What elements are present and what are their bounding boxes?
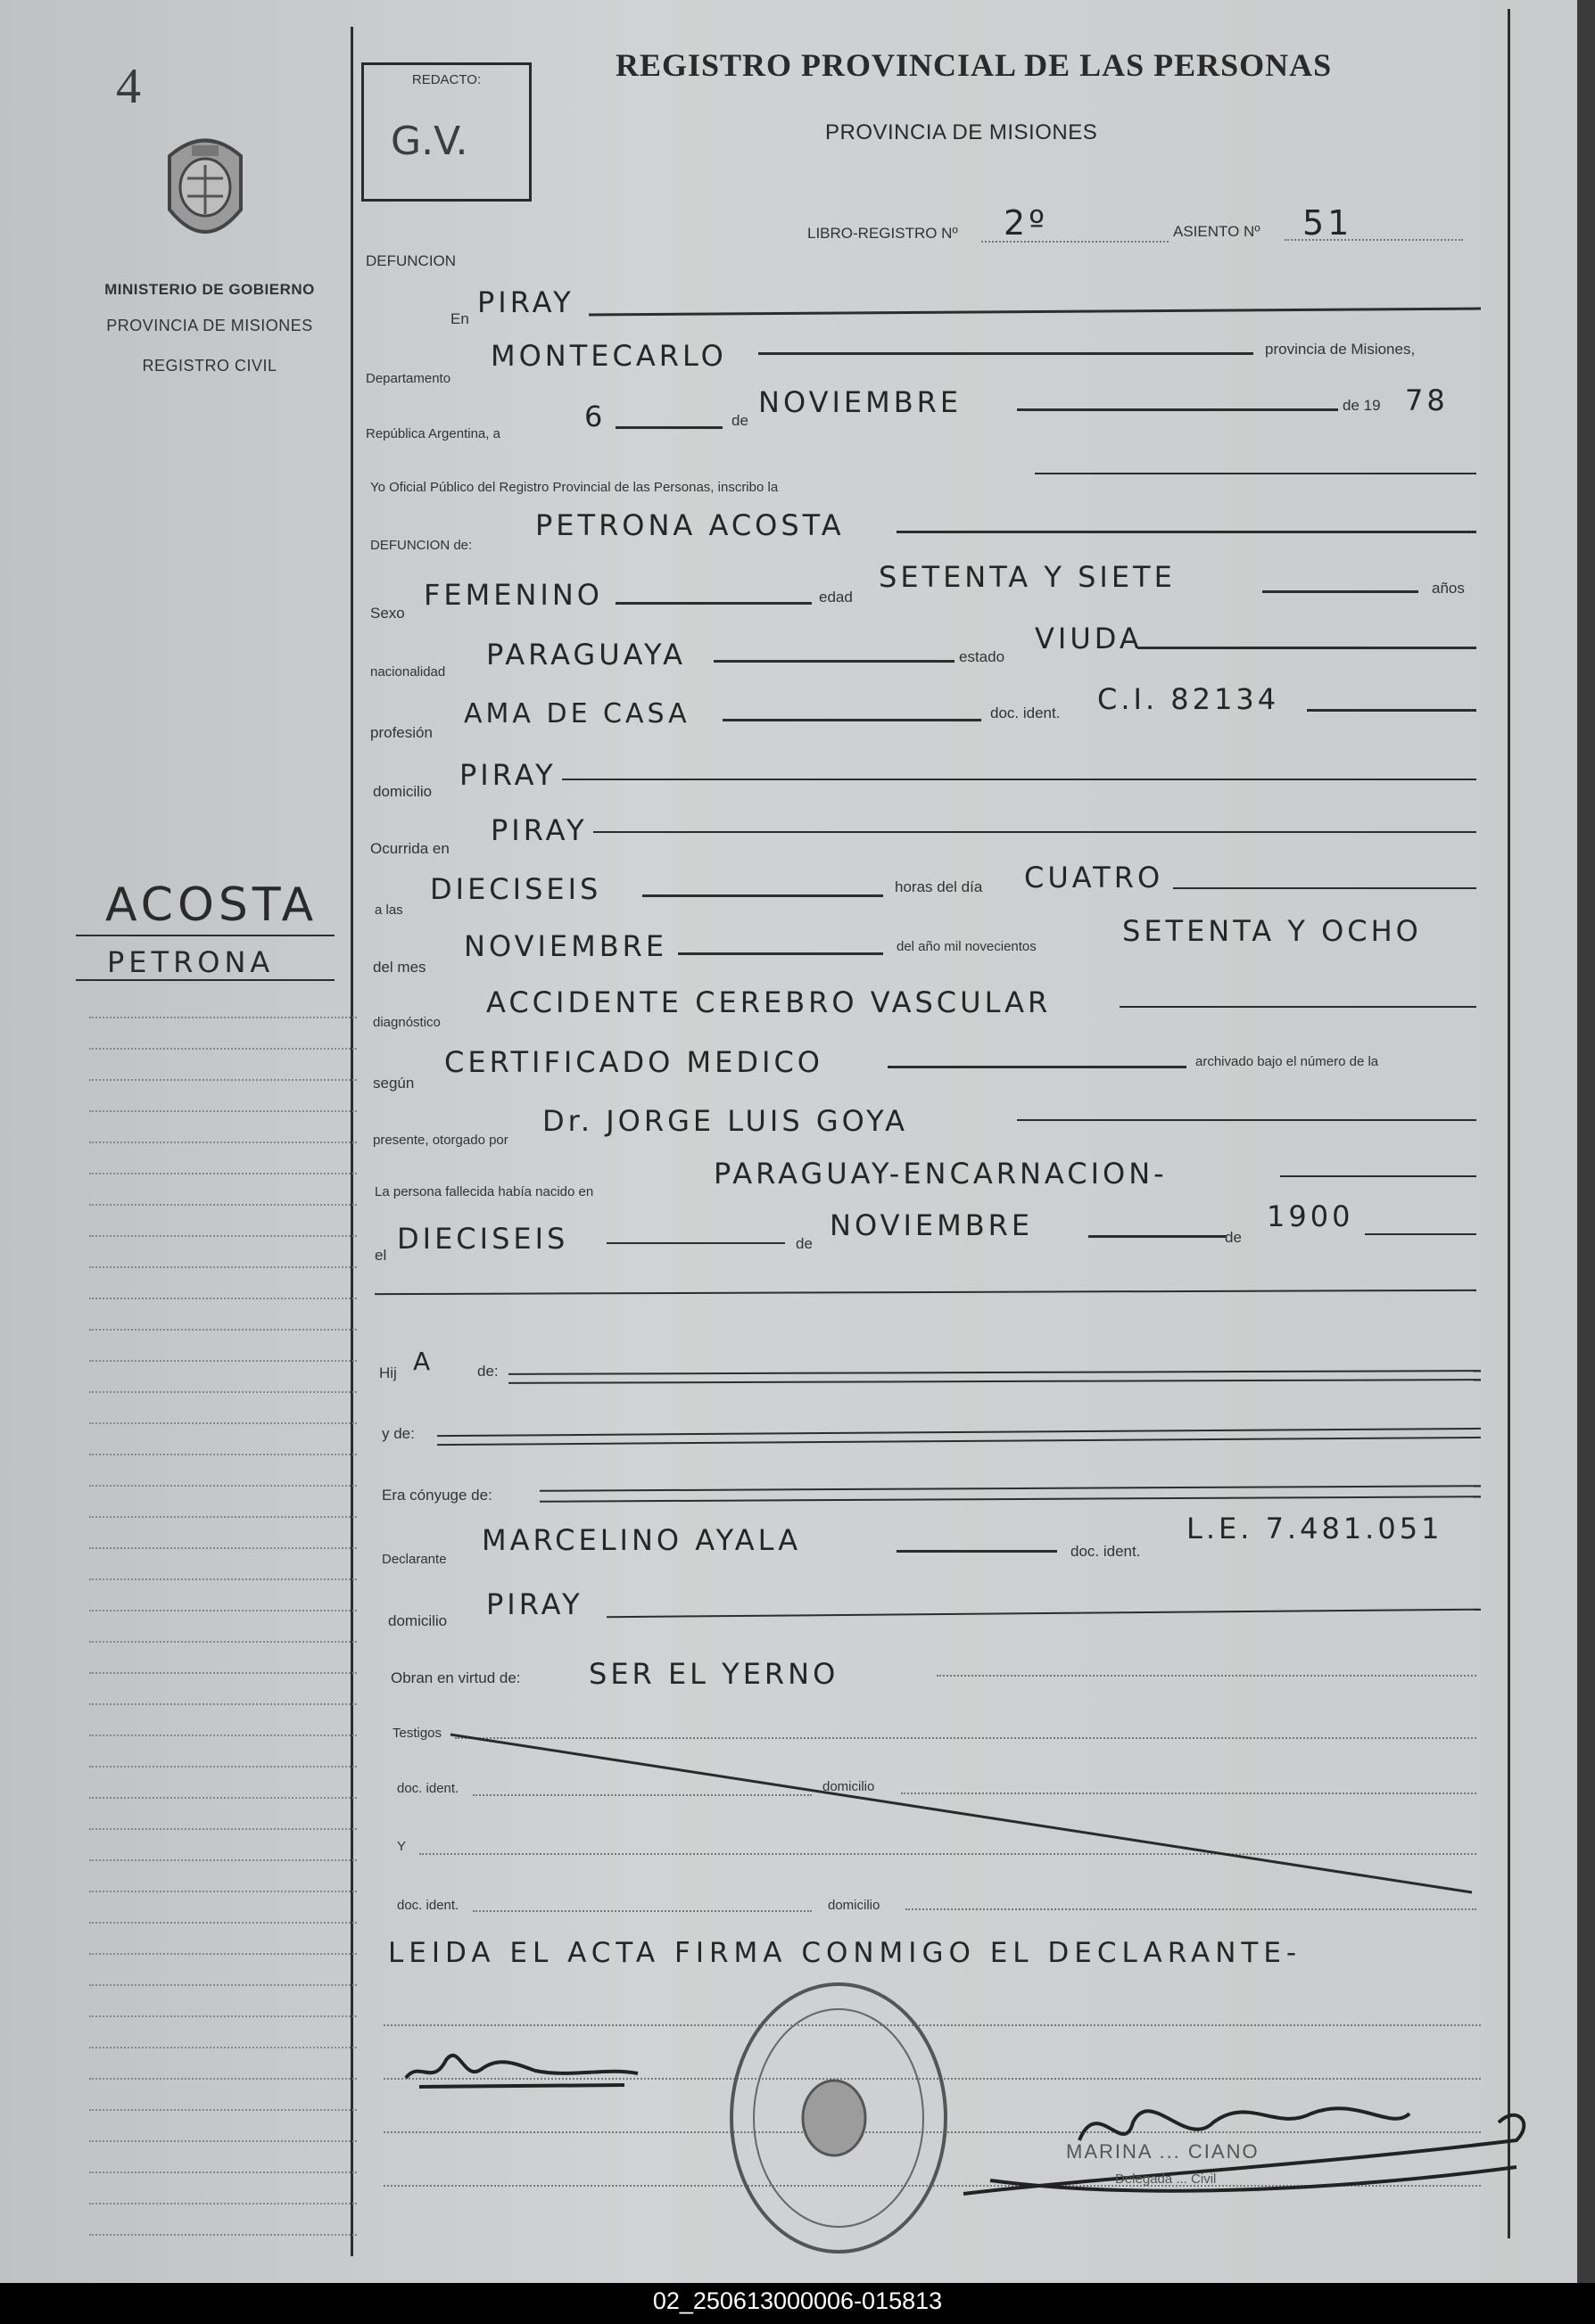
domicilio-decl-label: domicilio [388,1612,448,1629]
hora-label2: horas del día [895,878,983,895]
testigo2-y-label: Y [397,1839,407,1854]
official-stamp-name: MARINA ... CIANO [1066,2140,1260,2163]
diagnostico-label: diagnóstico [373,1015,441,1030]
fecha-day: 6 [584,400,607,433]
testigo2-dom-label: domicilio [828,1898,880,1913]
nacido-label: La persona fallecida había nacido en [375,1184,594,1199]
sexo-value: FEMENINO [424,578,603,612]
hija-value: A [413,1347,434,1376]
diagnostico-value: ACCIDENTE CEREBRO VASCULAR [486,985,1052,1019]
segun-value: CERTIFICADO MEDICO [444,1045,823,1079]
ministry-line2: PROVINCIA DE MISIONES [106,317,313,334]
testigos-label: Testigos [393,1726,442,1741]
fecha-de2: de 19 [1343,397,1381,414]
oficial-text: Yo Oficial Público del Registro Provincial de las Personas, inscribo la [370,480,779,495]
declarante-doc-value: L.E. 7.481.051 [1186,1512,1443,1545]
nacionalidad-value: PARAGUAYA [486,638,686,672]
ministry-line3: REGISTRO CIVIL [142,357,277,375]
profesion-label: profesión [370,724,433,741]
fecha-year: 78 [1405,383,1449,417]
el-month: NOVIEMBRE [830,1208,1034,1242]
estado-value: VIUDA [1035,622,1143,655]
mes-value2: SETENTA Y OCHO [1122,914,1422,948]
presente-label: presente, otorgado por [373,1133,508,1148]
hija-de: de: [477,1363,499,1380]
asiento-label: ASIENTO Nº [1173,223,1260,240]
obran-value: SER EL YERNO [589,1657,839,1691]
testigo1-doc-label: doc. ident. [397,1781,459,1796]
page-number: 4 [116,59,141,114]
closing-text: LEIDA EL ACTA FIRMA CONMIGO EL DECLARANTE- [388,1937,1302,1969]
edad-label: edad [819,589,853,606]
el-de2: de [1225,1229,1242,1246]
departamento-label: Departamento [366,371,451,386]
mes-value: NOVIEMBRE [464,929,668,963]
segun-suffix: archivado bajo el número de la [1195,1054,1379,1069]
hora-label: a las [375,902,403,918]
ministry-line1: MINISTERIO DE GOBIERNO [104,281,315,298]
asiento-value: 51 [1302,203,1353,243]
presente-value: Dr. JORGE LUIS GOYA [542,1104,909,1138]
official-stamp-sub: Delegada ... Civil [1115,2172,1217,2187]
estado-label: estado [959,648,1005,665]
testigo2-doc-label: doc. ident. [397,1898,459,1913]
defuncion-de-value: PETRONA ACOSTA [535,508,845,542]
el-year: 1900 [1267,1199,1354,1233]
footer-document-id: 02_250613000006-015813 [652,2287,943,2314]
edad-suffix: años [1432,580,1465,597]
defuncion-header: DEFUNCION [366,252,457,269]
en-value: PIRAY [477,285,574,319]
conyuge-label: Era cónyuge de: [382,1487,492,1504]
edad-value: SETENTA Y SIETE [879,560,1176,594]
domicilio-label: domicilio [373,783,433,800]
mes-label2: del año mil novecientos [897,939,1037,954]
el-day: DIECISEIS [397,1222,569,1256]
declarante-doc-label: doc. ident. [1070,1543,1141,1560]
fecha-de1: de [731,412,748,429]
domicilio-value: PIRAY [459,758,557,792]
el-de1: de [796,1235,813,1252]
testigo1-dom-label: domicilio [822,1779,875,1794]
domicilio-decl-value: PIRAY [486,1587,583,1621]
redacto-label: REDACTO: [411,72,482,87]
doc-ident-value: C.I. 82134 [1097,682,1280,716]
segun-label: según [373,1075,415,1092]
nacido-value: PARAGUAY-ENCARNACION- [714,1157,1168,1191]
fecha-month: NOVIEMBRE [758,385,963,419]
official-seal [731,1984,946,2252]
en-label: En [450,310,469,327]
ocurrida-value: PIRAY [491,813,588,847]
hora-value: DIECISEIS [430,872,602,906]
sexo-label: Sexo [370,605,405,622]
testigos-strike-line [450,1735,1472,1892]
mes-label: del mes [373,959,426,976]
page-subtitle: PROVINCIA DE MISIONES [825,120,1098,144]
nacionalidad-label: nacionalidad [370,664,446,680]
margin-given-name: PETRONA [107,945,275,979]
libro-value: 2º [1004,203,1049,243]
page-title: REGISTRO PROVINCIAL DE LAS PERSONAS [616,47,1333,83]
departamento-suffix: provincia de Misiones, [1265,341,1416,358]
fecha-label: República Argentina, a [366,426,500,441]
profesion-value: AMA DE CASA [464,698,690,729]
defuncion-de-label: DEFUNCION de: [370,538,473,553]
el-label: el [375,1247,387,1264]
hora-value2: CUATRO [1024,861,1164,894]
libro-label: LIBRO-REGISTRO Nº [807,225,958,242]
doc-ident-label: doc. ident. [990,705,1061,721]
ocurrida-label: Ocurrida en [370,840,450,857]
obran-label: Obran en virtud de: [391,1669,521,1686]
hija-label: Hij [379,1364,397,1381]
declarante-signature [406,2056,638,2087]
departamento-value: MONTECARLO [491,339,727,373]
y-de-label: y de: [382,1425,415,1442]
redacto-value: G.V. [391,119,468,164]
declarante-value: MARCELINO AYALA [482,1523,802,1557]
margin-surname: ACOSTA [105,878,318,932]
declarante-label: Declarante [382,1552,447,1567]
